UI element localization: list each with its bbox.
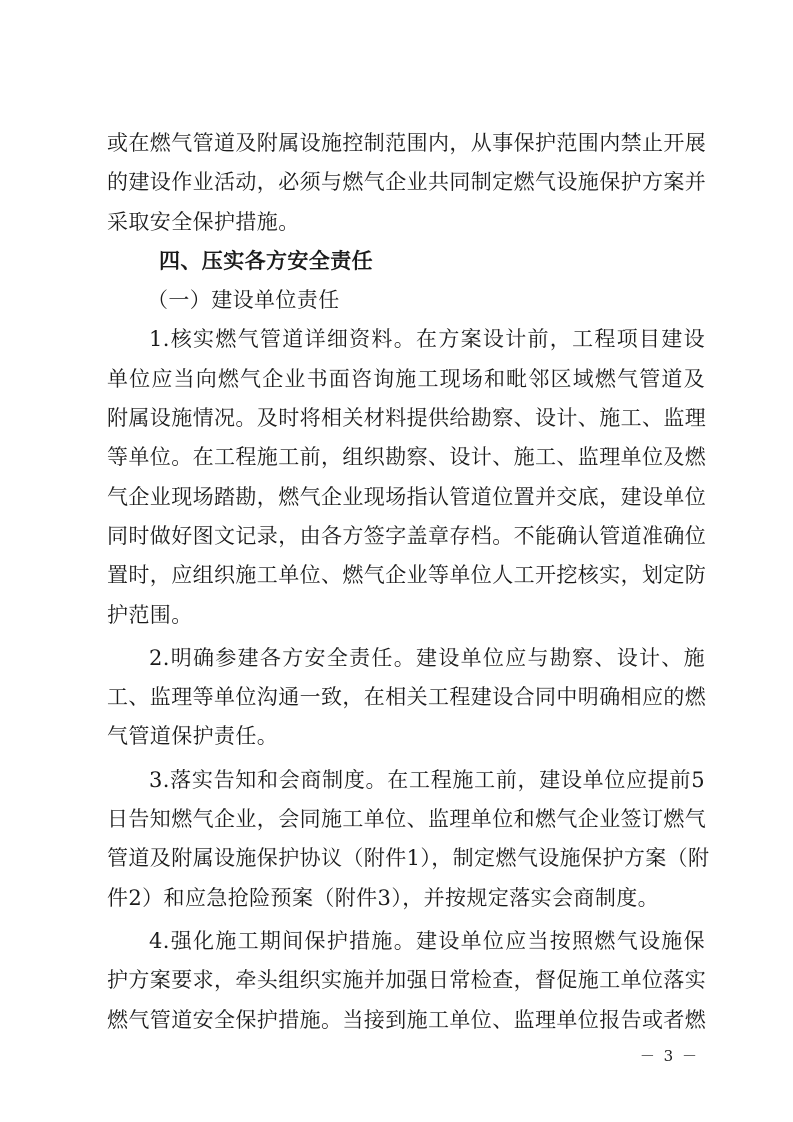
body-line: 附属设施情况。及时将相关材料提供给勘察、设计、施工、监理 xyxy=(107,406,707,431)
body-line: 工、监理等单位沟通一致，在相关工程建设合同中明确相应的燃 xyxy=(107,685,707,710)
body-line: 燃气管道安全保护措施。当接到施工单位、监理单位报告或者燃 xyxy=(107,1007,707,1032)
body-line: 或在燃气管道及附属设施控制范围内，从事保护范围内禁止开展 xyxy=(107,131,707,155)
document-body xyxy=(107,124,710,1040)
body-line: 护方案要求，牵头组织实施并加强日常检查，督促施工单位落实 xyxy=(107,968,707,993)
paragraph-first-line: 4.强化施工期间保护措施。建设单位应当按照燃气设施保 xyxy=(149,928,705,953)
paragraph-first-line: 2.明确参建各方安全责任。建设单位应与勘察、设计、施 xyxy=(149,645,705,670)
body-line: 件2）和应急抢险预案（附件3），并按规定落实会商制度。 xyxy=(107,885,660,910)
body-line: 护范围。 xyxy=(107,602,193,627)
body-line: 单位应当向燃气企业书面咨询施工现场和毗邻区域燃气管道及 xyxy=(107,366,705,391)
body-line: 气企业现场踏勘，燃气企业现场指认管道位置并交底，建设单位 xyxy=(107,484,707,509)
body-line: 的建设作业活动，必须与燃气企业共同制定燃气设施保护方案并 xyxy=(107,170,707,195)
paragraph-first-line: 3.落实告知和会商制度。在工程施工前，建设单位应提前5 xyxy=(149,767,705,792)
body-line: 等单位。在工程施工前，组织勘察、设计、施工、监理单位及燃 xyxy=(107,445,707,470)
page-number: － 3 － xyxy=(639,1047,699,1065)
body-line: 日告知燃气企业，会同施工单位、监理单位和燃气企业签订燃气 xyxy=(107,807,707,832)
body-line: 同时做好图文记录，由各方签字盖章存档。不能确认管道准确位 xyxy=(107,523,707,548)
body-line: 管道及附属设施保护协议（附件1），制定燃气设施保护方案（附 xyxy=(107,846,710,871)
paragraph-first-line: 1.核实燃气管道详细资料。在方案设计前，工程项目建设 xyxy=(149,327,705,352)
body-line: 置时，应组织施工单位、燃气企业等单位人工开挖核实，划定防 xyxy=(107,563,707,588)
body-line: 采取安全保护措施。 xyxy=(107,209,300,234)
section-heading: 四、压实各方安全责任 xyxy=(159,248,373,273)
subsection-heading: （一）建设单位责任 xyxy=(147,288,340,313)
body-line: 气管道保护责任。 xyxy=(107,724,279,749)
